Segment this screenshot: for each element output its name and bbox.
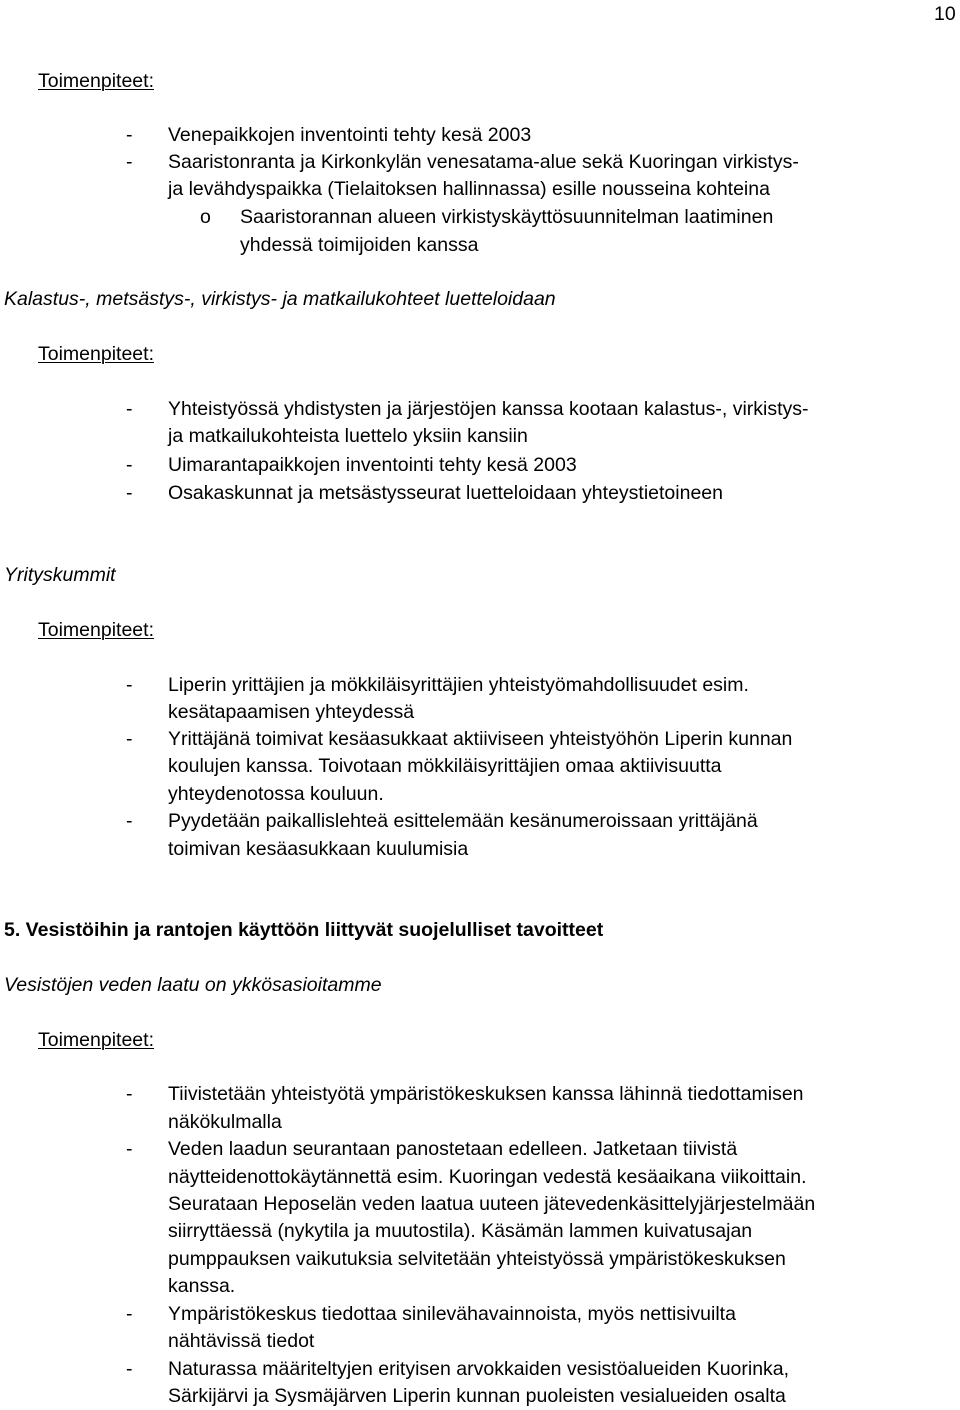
list-dash: - bbox=[126, 1303, 133, 1325]
section-heading: Toimenpiteet: bbox=[38, 343, 154, 365]
list-dash: - bbox=[126, 454, 133, 476]
list-item: siirryttäessä (nykytila ja muutostila). Käsämän lammen kuivatusajan bbox=[168, 1220, 753, 1242]
list-item: pumppauksen vaikutuksia selvitetään yhteistyössä ympäristökeskuksen bbox=[168, 1248, 786, 1270]
list-dash: - bbox=[126, 1358, 133, 1380]
sub-list-item: Saaristorannan alueen virkistyskäyttösuunnitelman laatiminen bbox=[240, 206, 774, 228]
list-item: Naturassa määriteltyjen erityisen arvokkaiden vesistöalueiden Kuorinka, bbox=[168, 1358, 790, 1380]
list-item: Liperin yrittäjien ja mökkiläisyrittäjien yhteistyömahdollisuudet esim. bbox=[168, 674, 749, 696]
list-item: Osakaskunnat ja metsästysseurat luetteloidaan yhteystietoineen bbox=[168, 482, 723, 504]
list-dash: - bbox=[126, 810, 133, 832]
list-item: Ympäristökeskus tiedottaa sinilevähavainnoista, myös nettisivuilta bbox=[168, 1303, 736, 1325]
list-item: toimivan kesäasukkaan kuulumisia bbox=[168, 838, 469, 860]
list-item: koulujen kanssa. Toivotaan mökkiläisyrittäjien omaa aktiivisuutta bbox=[168, 755, 722, 777]
list-item: Särkijärvi ja Sysmäjärven Liperin kunnan puoleisten vesialueiden osalta bbox=[168, 1385, 786, 1407]
list-item: ja levähdyspaikka (Tielaitoksen hallinnassa) esille nousseina kohteina bbox=[168, 178, 770, 200]
list-item: kanssa. bbox=[168, 1275, 236, 1297]
list-dash: - bbox=[126, 674, 133, 696]
section-heading: Toimenpiteet: bbox=[38, 70, 154, 92]
list-item: näytteidenottokäytännettä esim. Kuoringan vedestä kesäaikana viikoittain. bbox=[168, 1166, 807, 1188]
chapter-heading: 5. Vesistöihin ja rantojen käyttöön liittyvät suojelulliset tavoitteet bbox=[4, 919, 604, 941]
list-item: Venepaikkojen inventointi tehty kesä 2003 bbox=[168, 124, 532, 146]
list-dash: - bbox=[126, 151, 133, 173]
section-title: Vesistöjen veden laatu on ykkösasioitamme bbox=[4, 974, 382, 996]
list-item: ja matkailukohteista luettelo yksiin kansiin bbox=[168, 425, 528, 447]
list-dash: - bbox=[126, 728, 133, 750]
page-number: 10 bbox=[934, 3, 956, 25]
list-dash: - bbox=[126, 1138, 133, 1160]
list-dash: - bbox=[126, 398, 133, 420]
list-item: Seurataan Heposelän veden laatua uuteen jätevedenkäsittelyjärjestelmään bbox=[168, 1193, 816, 1215]
list-item: Saaristonranta ja Kirkonkylän venesatama-alue sekä Kuoringan virkistys- bbox=[168, 151, 799, 173]
list-dash: - bbox=[126, 482, 133, 504]
section-heading: Toimenpiteet: bbox=[38, 1029, 154, 1051]
list-dash: - bbox=[126, 124, 133, 146]
section-heading: Toimenpiteet: bbox=[38, 619, 154, 641]
list-item: Veden laadun seurantaan panostetaan edelleen. Jatketaan tiivistä bbox=[168, 1138, 738, 1160]
list-dash: - bbox=[126, 1083, 133, 1105]
list-item: Uimarantapaikkojen inventointi tehty kesä 2003 bbox=[168, 454, 577, 476]
section-title: Kalastus-, metsästys-, virkistys- ja matkailukohteet luetteloidaan bbox=[4, 288, 556, 310]
list-item: kesätapaamisen yhteydessä bbox=[168, 701, 415, 723]
list-item: nähtävissä tiedot bbox=[168, 1330, 315, 1352]
sub-list-marker: o bbox=[200, 206, 211, 228]
section-title: Yrityskummit bbox=[4, 564, 116, 586]
sub-list-item: yhdessä toimijoiden kanssa bbox=[240, 234, 479, 256]
list-item: Pyydetään paikallislehteä esittelemään kesänumeroissaan yrittäjänä bbox=[168, 810, 758, 832]
list-item: Yrittäjänä toimivat kesäasukkaat aktiiviseen yhteistyöhön Liperin kunnan bbox=[168, 728, 793, 750]
list-item: Tiivistetään yhteistyötä ympäristökeskuksen kanssa lähinnä tiedottamisen bbox=[168, 1083, 804, 1105]
list-item: Yhteistyössä yhdistysten ja järjestöjen kanssa kootaan kalastus-, virkistys- bbox=[168, 398, 809, 420]
list-item: yhteydenotossa kouluun. bbox=[168, 783, 384, 805]
list-item: näkökulmalla bbox=[168, 1111, 282, 1133]
